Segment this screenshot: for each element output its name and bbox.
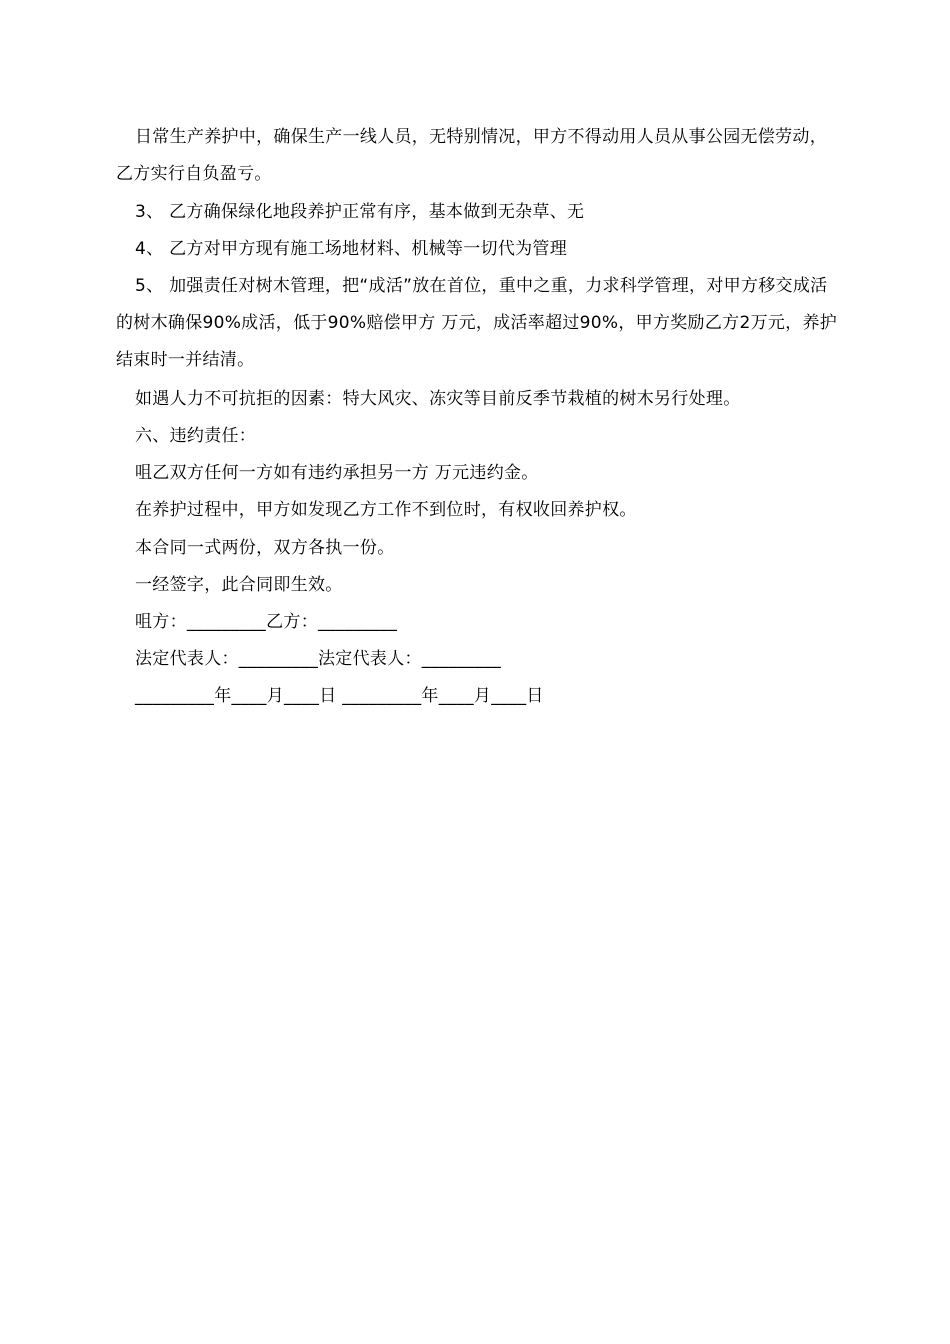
- paragraph-penalty: 咀乙双方任何一方如有违约承担另一方 万元违约金。: [135, 463, 539, 483]
- paragraph-force-majeure: 如遇人力不可抗拒的因素：特大风灾、冻灾等目前反季节栽植的树木另行处理。: [135, 389, 741, 409]
- paragraph-copies: 本合同一式两份，双方各执一份。: [135, 538, 395, 558]
- signature-dates-line: _________年____月____日 _________年____月____日: [135, 686, 544, 706]
- paragraph-daily-maintenance: 日常生产养护中，确保生产一线人员，无特别情况，甲方不得动用人员从事公园无偿劳动，乙方实行自负盈亏。: [116, 127, 827, 184]
- signature-parties-line: 咀方：_________乙方：_________: [135, 612, 398, 632]
- paragraph-item-4: 4、 乙方对甲方现有施工场地材料、机械等一切代为管理: [135, 239, 568, 259]
- paragraph-item-3: 3、 乙方确保绿化地段养护正常有序，基本做到无杂草、无: [135, 202, 585, 222]
- signature-representatives-line: 法定代表人：_________法定代表人：_________: [135, 649, 501, 669]
- section-heading-breach: 六、违约责任：: [135, 426, 257, 446]
- paragraph-item-5: 5、 加强责任对树木管理，把“成活”放在首位，重中之重，力求科学管理，对甲方移交成活的树木确保90%成活，低于90%赔偿甲方 万元，成活率超过90%，甲方奖励乙方2万元，养护结束时一并结清。: [116, 276, 838, 370]
- paragraph-revoke-right: 在养护过程中，甲方如发现乙方工作不到位时，有权收回养护权。: [135, 500, 637, 520]
- paragraph-effective: 一经签字，此合同即生效。: [135, 575, 343, 595]
